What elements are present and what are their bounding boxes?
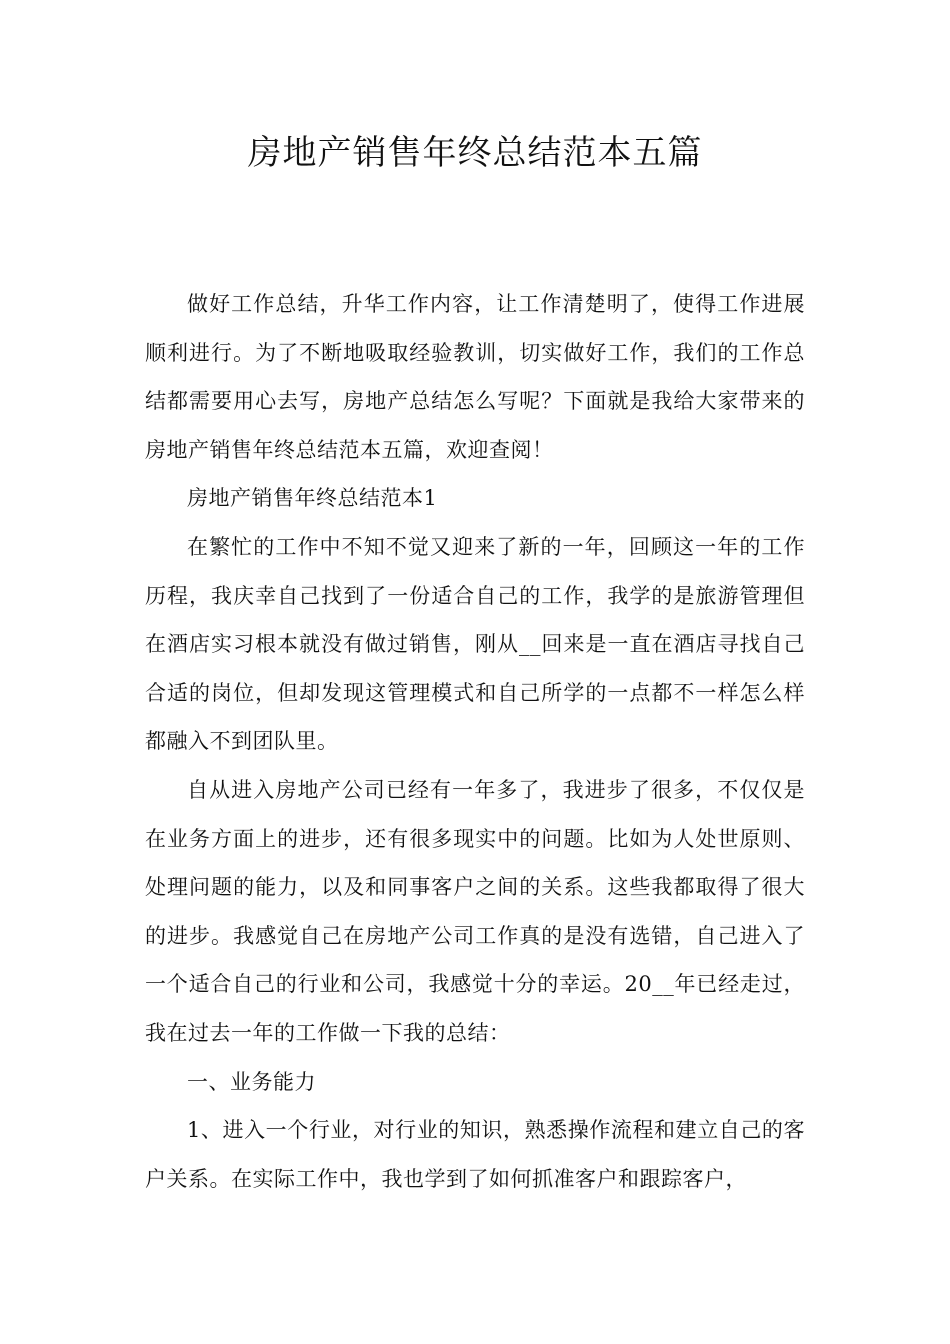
section-heading-sample-1: 房地产销售年终总结范本1 xyxy=(187,486,438,511)
body-paragraph: 1、进入一个行业，对行业的知识，熟悉操作流程和建立自己的客户关系。在实际工作中，我也学到了如何抓准客户和跟踪客户， xyxy=(145,1118,805,1191)
body-paragraph: 在繁忙的工作中不知不觉又迎来了新的一年，回顾这一年的工作历程，我庆幸自己找到了一份适合自己的工作，我学的是旅游管理但在酒店实习根本就没有做过销售，刚从__回来是一直在酒店寻找自己合适的岗位，但却发现这管理模式和自己所学的一点都不一样怎么样都融入不到团队里。 xyxy=(145,534,805,754)
intro-paragraph: 做好工作总结，升华工作内容，让工作清楚明了，使得工作进展顺利进行。为了不断地吸取经验教训，切实做好工作，我们的工作总结都需要用心去写，房地产总结怎么写呢？下面就是我给大家带来的房地产销售年终总结范本五篇，欢迎查阅！ xyxy=(145,292,805,462)
section-heading-business-ability: 一、业务能力 xyxy=(187,1069,316,1094)
document-body xyxy=(145,280,805,1203)
body-paragraph: 自从进入房地产公司已经有一年多了，我进步了很多，不仅仅是在业务方面上的进步，还有很多现实中的问题。比如为人处世原则、处理问题的能力，以及和同事客户之间的关系。这些我都取得了很大的进步。我感觉自己在房地产公司工作真的是没有选错，自己进入了一个适合自己的行业和公司，我感觉十分的幸运。20__年已经走过，我在过去一年的工作做一下我的总结： xyxy=(145,777,805,1045)
document-title: 房地产销售年终总结范本五篇 xyxy=(247,133,703,173)
